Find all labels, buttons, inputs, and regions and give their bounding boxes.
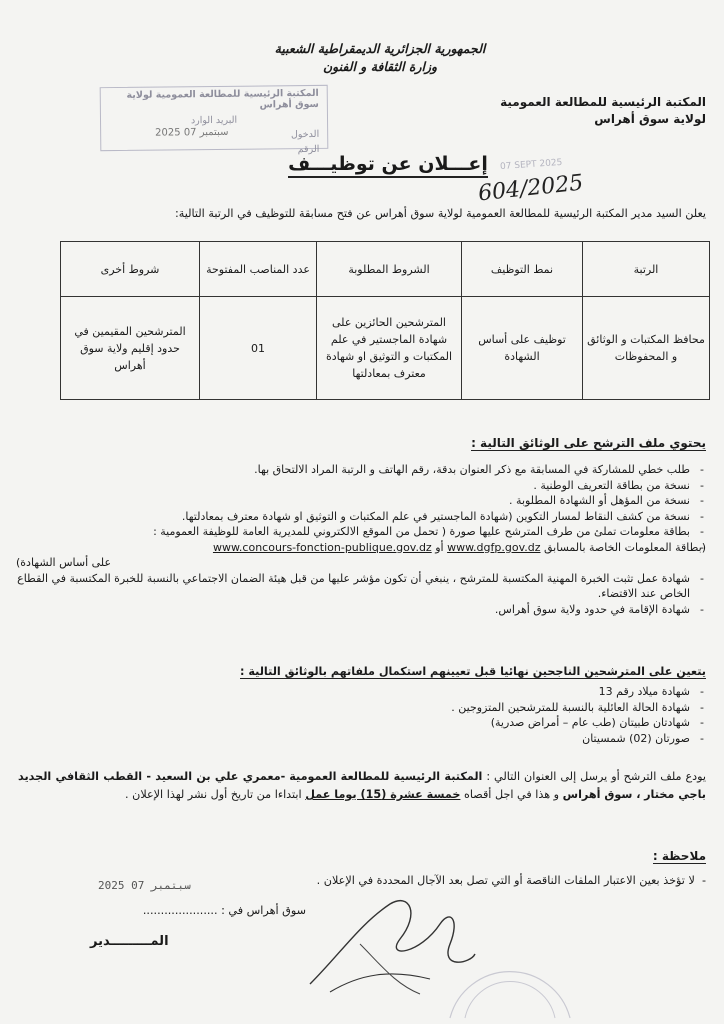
note-heading <box>653 849 706 863</box>
note-heading-text: ملاحظة : <box>652 849 706 863</box>
deposit-city: ، سوق أهراس <box>562 788 641 801</box>
deposit-text: و هذا في اجل أقصاه <box>463 788 560 801</box>
director-title: المـــــــــدير <box>90 934 169 949</box>
table-header-cell: الشروط المطلوبة <box>317 242 462 297</box>
note-text: - لا تؤخذ بعين الاعتبار الملفات الناقصة أو التي تصل بعد الآجال المحددة في الإعلان . <box>316 874 706 887</box>
republic-name: الجمهورية الجزائرية الديمقراطية الشعبية <box>274 41 486 56</box>
institution-header <box>486 94 706 128</box>
official-header <box>230 40 530 76</box>
note-body: لا تؤخذ بعين الاعتبار الملفات الناقصة أو التي تصل بعد الآجال المحددة في الإعلان . <box>316 874 695 887</box>
list-item: - شهادتان طبيتان (طب عام – أمراض صدرية) <box>16 715 706 731</box>
incoming-mail-stamp <box>100 85 329 156</box>
table-cell: 01 <box>200 297 317 400</box>
list-item: - شهادة الإقامة في حدود ولاية سوق أهراس. <box>16 602 706 618</box>
table-header-row <box>61 242 710 297</box>
stamp-line: الدخول <box>290 128 320 141</box>
deposit-address: المكتبة الرئيسية للمطالعة العمومية <box>289 770 483 783</box>
round-seal <box>440 960 580 1020</box>
list-item: - شهادة الحالة العائلية بالنسبة للمترشحين المتزوجين . <box>16 700 706 716</box>
list-item-continuation: على أساس الشهادة) <box>16 556 112 569</box>
deposit-text: يودع ملف الترشح أو يرسل إلى العنوان التالي : <box>486 770 707 783</box>
list-item: - صورتان (02) شمسيتان <box>16 731 706 747</box>
stamp-date: 2025 سبتمبر 07 <box>155 126 229 139</box>
deposit-paragraph <box>18 768 706 804</box>
table-row <box>61 297 710 400</box>
table-cell: محافظ المكتبات و الوثائق و المحفوظات <box>583 297 710 400</box>
documents-list <box>16 462 706 617</box>
library-province: لولاية سوق أهراس <box>594 112 706 126</box>
stamp-line: البريد الوارد <box>190 114 238 127</box>
positions-table <box>60 241 710 400</box>
deposit-address-detail: -معمري علي بن السعيد - القطب الثقافي الجديد باجي مختار <box>18 770 706 801</box>
list-item: - شهادة عمل تثبت الخبرة المهنية المكتسبة للمترشح ، ينبغي أن تكون مؤشر عليها من قبل هيئة الضمان الاجتماعي بالنسبة للخبرة المكتسبة في القطاع الخاص عند الاقتضاء. <box>16 571 706 602</box>
table-header-cell: الرتبة <box>583 242 710 297</box>
handwritten-reference: 604/2025 <box>476 170 585 207</box>
ministry-name: وزارة الثقافة و الفنون <box>322 59 438 74</box>
list-item: - نسخة من المؤهل أو الشهادة المطلوبة . <box>16 493 706 509</box>
list-item-urls <box>16 540 706 556</box>
intro-paragraph: يعلن السيد مدير المكتبة الرئيسية للمطالعة العمومية لولاية سوق أهراس عن فتح مسابقة للتوظيف في الرتبة التالية: <box>174 207 706 220</box>
list-item: - نسخة من بطاقة التعريف الوطنية . <box>16 478 706 494</box>
list-item: - طلب خطي للمشاركة في المسابقة مع ذكر العنوان بدقة، رقم الهاتف و الرتبة المراد الالتحاق بها. <box>16 462 706 478</box>
concours-link[interactable]: www.concours-fonction-publique.gov.dz <box>212 540 432 554</box>
table-cell: توظيف على أساس الشهادة <box>462 297 583 400</box>
url-suffix: (بطاقة المعلومات الخاصة بالمسابق <box>544 540 706 554</box>
signature-date: 2025 سبتمبر 07 <box>98 879 191 892</box>
final-docs-list <box>16 684 706 746</box>
table-cell: المترشحين المقيمين في حدود إقليم ولاية سوق أهراس <box>61 297 200 400</box>
table-header-cell: نمط التوظيف <box>462 242 583 297</box>
list-item: - نسخة من كشف النقاط لمسار التكوين (شهادة الماجستير في علم المكتبات و التوثيق او شهادة معترف بمعادلتها. <box>16 509 706 525</box>
table-cell: المترشحين الحائزين على شهادة الماجستير في علم المكتبات و التوثيق او شهادة معترف بمعادلتها <box>317 297 462 400</box>
deposit-text: ابتداءا من تاريخ أول نشر لهذا الإعلان . <box>124 788 302 801</box>
final-docs-heading <box>240 665 706 678</box>
page-title <box>268 153 508 175</box>
library-name: المكتبة الرئيسية للمطالعة العمومية <box>500 95 706 109</box>
final-docs-heading-text: يتعين على المترشحين الناجحين نهائيا قبل تعيينهم استكمال ملفاتهم بالوثائق التالية : <box>240 665 706 678</box>
dgfp-link[interactable]: www.dgfp.gov.dz <box>447 540 541 554</box>
table-header-cell: عدد المناصب المفتوحة <box>200 242 317 297</box>
documents-heading-text: يحتوي ملف الترشح على الوثائق التالية : <box>471 436 706 450</box>
table-header-cell: شروط أخرى <box>61 242 200 297</box>
place-and-date-line: سوق أهراس في : ..................... <box>142 904 306 917</box>
received-date-stamp: 07 SEPT 2025 <box>499 157 563 173</box>
stamp-line: الرقم <box>297 143 320 156</box>
or-word: أو <box>435 540 444 554</box>
stamp-line: المكتبة الرئيسية للمطالعة العمومية لولاية سوق أهراس <box>126 87 319 111</box>
documents-heading <box>471 436 706 450</box>
list-item: - بطاقة معلومات تملئ من طرف المترشح عليها صورة ( تحمل من الموقع الالكتروني للمديرية العامة للوظيفة العمومية : <box>16 524 706 540</box>
deposit-deadline: خمسة عشرة (15) يوما عمل <box>305 788 461 801</box>
list-item: - شهادة ميلاد رقم 13 <box>16 684 706 700</box>
title-text: إعـــلان عن توظيـــف <box>288 153 488 178</box>
